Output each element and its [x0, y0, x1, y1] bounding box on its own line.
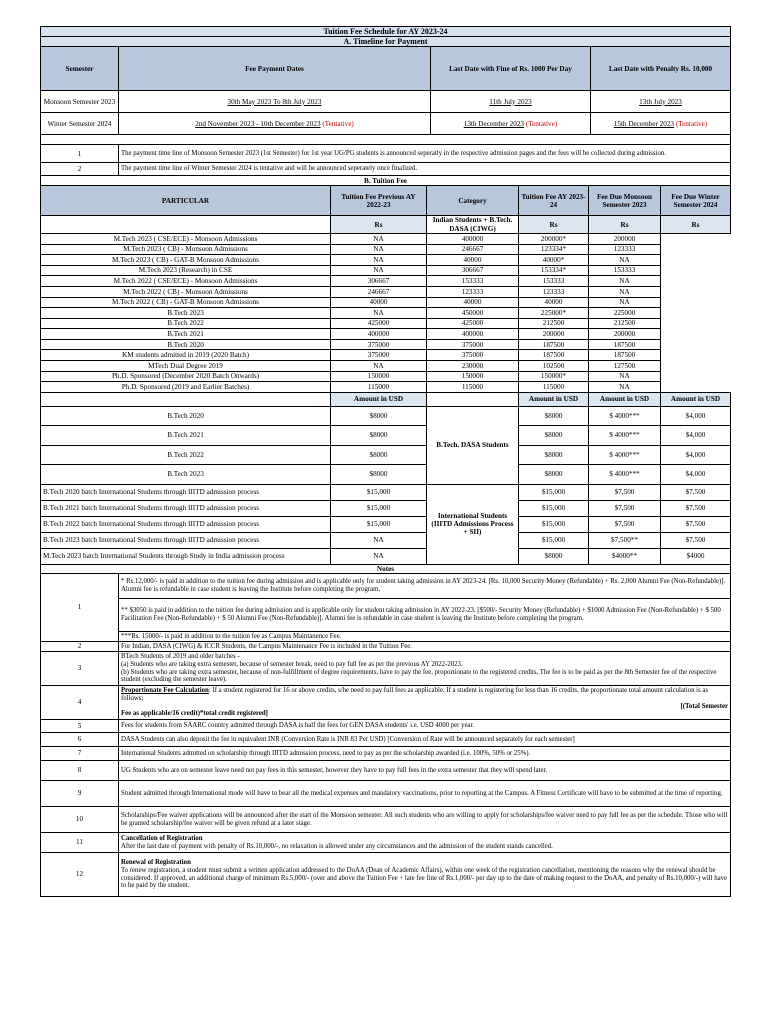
- particular-cell: B.Tech 2020: [41, 339, 331, 350]
- fee-monsoon-cell: $7,500**: [589, 532, 661, 548]
- note-number: 1: [41, 574, 119, 642]
- prev-fee-cell: 400000: [331, 329, 427, 340]
- header-category: Category: [427, 186, 519, 216]
- fee-row: [41, 276, 731, 287]
- timeline-note-text: The payment time line of Winter Semester 2024 is tentative and will be announced seperately once finalized.: [119, 163, 731, 176]
- note-number: 7: [41, 747, 119, 761]
- section-b-title: B. Tuition Fee: [41, 176, 731, 186]
- note-number: 6: [41, 733, 119, 747]
- fee-winter-cell: $4,000: [661, 426, 731, 446]
- fee-winter-cell: NA: [589, 255, 661, 266]
- fee-winter-cell: $7,500: [661, 484, 731, 500]
- note-text: Student admitted through International mode will have to bear all the medical expenses and mandatory vaccinations, prior to reporting at the Campus. A Fitness Certificate will have to be submitted at the time of reporting.: [119, 781, 731, 807]
- note-number: 4: [41, 686, 119, 720]
- fee-2023-24-cell: $15,000: [519, 484, 589, 500]
- fee-row: [41, 532, 731, 548]
- timeline-note-number: 1: [41, 145, 119, 163]
- fee-winter-cell: 212500: [589, 318, 661, 329]
- note-text: * Rs.12,000/- is paid in addition to the tuition fee during admission and is applicable only for student taking admission in AY 2023-24. [Rs. 10,000 Security Money (Refundable) + Rs. 2,000 Alumni Fee (Non-Refundable)]. Alumni fee is refundable in case student is leaving the Institute before completing the program.: [119, 574, 731, 599]
- fee-row: [41, 233, 731, 244]
- fee-monsoon-cell: $7,500: [589, 484, 661, 500]
- particular-cell: B.Tech 2021: [41, 329, 331, 340]
- particular-cell: MTech Dual Degree 2019: [41, 361, 331, 372]
- fee-winter-cell: $4,000: [661, 406, 731, 426]
- currency-label: Rs: [331, 216, 427, 234]
- particular-cell: M.Tech 2023 ( CB) - GAT-B Monsoon Admissions: [41, 255, 331, 266]
- prev-fee-cell: NA: [331, 265, 427, 276]
- prev-fee-cell: $8000: [331, 445, 427, 465]
- note-number: 12: [41, 853, 119, 897]
- note-line: BTech Students of 2019 and older batches -: [121, 653, 240, 660]
- payment-dates-text: 30th May 2023 To 8th July 2023: [227, 97, 322, 106]
- fee-winter-cell: 123333: [589, 244, 661, 255]
- fee-winter-cell: $4000: [661, 548, 731, 564]
- note-text: [119, 652, 731, 686]
- fee-monsoon-cell: $7,500: [589, 516, 661, 532]
- fee-monsoon-cell: 150000*: [519, 371, 589, 382]
- prev-fee-cell: NA: [331, 233, 427, 244]
- fee-winter-cell: NA: [589, 286, 661, 297]
- prev-fee-cell: $8000: [331, 426, 427, 446]
- penalty-date-text: 13th July 2023: [639, 97, 682, 106]
- tentative-tag: (Tentative): [322, 119, 354, 128]
- prev-fee-cell: 246667: [331, 286, 427, 297]
- fee-2023-24-cell: 400000: [427, 329, 519, 340]
- fee-monsoon-cell: 40000: [519, 297, 589, 308]
- fee-2023-24-cell: 306667: [427, 265, 519, 276]
- header-fee-payment-dates: Fee Payment Dates: [119, 47, 431, 91]
- fee-row: [41, 318, 731, 329]
- fee-winter-cell: 200000: [589, 329, 661, 340]
- fee-2023-24-cell: $8000: [519, 465, 589, 485]
- fee-2023-24-cell: 230000: [427, 361, 519, 372]
- fee-winter-cell: $7,500: [661, 516, 731, 532]
- note-text: [119, 853, 731, 897]
- header-fee-winter: Fee Due Winter Semester 2024: [661, 186, 731, 216]
- fee-2023-24-cell: 375000: [427, 339, 519, 350]
- currency-label: Amount in USD: [331, 392, 427, 406]
- prev-fee-cell: 375000: [331, 350, 427, 361]
- fee-monsoon-cell: 200000: [519, 329, 589, 340]
- prev-fee-cell: 40000: [331, 297, 427, 308]
- note-label: Renewal of Registration: [121, 859, 191, 866]
- fee-row: [41, 500, 731, 516]
- prev-fee-cell: 306667: [331, 276, 427, 287]
- particular-cell: B.Tech 2022: [41, 318, 331, 329]
- dasa-fee-rows: [41, 406, 731, 484]
- blank-cell: [41, 392, 331, 406]
- particular-cell: B.Tech 2023: [41, 465, 331, 485]
- header-semester: Semester: [41, 47, 119, 91]
- particular-cell: B.Tech 2021: [41, 426, 331, 446]
- indian-fee-rows: [41, 233, 731, 392]
- fee-row: [41, 548, 731, 564]
- header-last-date-penalty: Last Date with Penalty Rs. 10,000: [591, 47, 731, 91]
- spacer-row: [41, 135, 731, 145]
- note-number: 2: [41, 642, 119, 652]
- dasa-category: B.Tech. DASA Students: [427, 406, 519, 484]
- note-number: 9: [41, 781, 119, 807]
- fee-row: [41, 350, 731, 361]
- particular-cell: B.Tech 2022: [41, 445, 331, 465]
- fee-2023-24-cell: 40000: [427, 255, 519, 266]
- fee-2023-24-cell: $8000: [519, 406, 589, 426]
- fee-2023-24-cell: 425000: [427, 318, 519, 329]
- fee-monsoon-cell: $ 4000***: [589, 406, 661, 426]
- note-text: Scholarships/Fee waiver applications will be announced after the start of the Monsoon semester. All such students who are willing to apply for scholarships/fee waiver need to pay full fee as per the schedule. Those who will be granted scholarship/fee waiver will be given refund at a later stage.: [119, 807, 731, 833]
- fee-winter-cell: 187500: [589, 350, 661, 361]
- fee-monsoon-cell: 187500: [519, 339, 589, 350]
- header-prev-fee: Tuition Fee Previous AY 2022-23: [331, 186, 427, 216]
- fee-2023-24-cell: $8000: [519, 426, 589, 446]
- fee-row: [41, 286, 731, 297]
- note-label: Proportionate Fee Calculation: [121, 687, 209, 694]
- particular-cell: B.Tech 2023 batch International Students through IIITD admission process: [41, 532, 331, 548]
- note-text: UG Students who are on semester leave need not pay fees in this semester, however they have to pay full fees in the extra semester that they will spend later.: [119, 761, 731, 781]
- fee-2023-24-cell: 246667: [427, 244, 519, 255]
- prev-fee-cell: 115000: [331, 382, 427, 393]
- penalty-date: [591, 91, 731, 113]
- header-last-date-fine: Last Date with Fine of Rs. 1000 Per Day: [431, 47, 591, 91]
- particular-cell: M.Tech 2022 ( CSE/ECE) - Monsoon Admissions: [41, 276, 331, 287]
- fee-monsoon-cell: $4000**: [589, 548, 661, 564]
- fee-winter-cell: NA: [589, 276, 661, 287]
- note-label: Cancellation of Registration: [121, 834, 203, 842]
- fee-monsoon-cell: 115000: [519, 382, 589, 393]
- fee-winter-cell: $7,500: [661, 500, 731, 516]
- fee-row: [41, 308, 731, 319]
- fee-monsoon-cell: $ 4000***: [589, 465, 661, 485]
- timeline-note-text: The payment time line of Monsoon Semester 2023 (1st Semester) for 1st year UG/PG students is announced seperatly in the respective admission pages and the fees will be collected during admission.: [119, 145, 731, 163]
- fee-row: [41, 426, 731, 446]
- note-formula: Fee as applicable/16 credit)*total credit registered]: [121, 710, 268, 718]
- semester-name: Winter Semester 2024: [41, 113, 119, 135]
- fee-2023-24-cell: 40000: [427, 297, 519, 308]
- fee-row: [41, 361, 731, 372]
- note-number: 8: [41, 761, 119, 781]
- prev-fee-cell: NA: [331, 244, 427, 255]
- timeline-note-number: 2: [41, 163, 119, 176]
- fee-winter-cell: 225000: [589, 308, 661, 319]
- penalty-date-text: 15th December 2023: [613, 119, 675, 128]
- prev-fee-cell: 150000: [331, 371, 427, 382]
- particular-cell: KM students admitted in 2019 (2020 Batch): [41, 350, 331, 361]
- international-fee-rows: [41, 484, 731, 564]
- fee-row: [41, 255, 731, 266]
- fee-winter-cell: 153333: [589, 265, 661, 276]
- particular-cell: B.Tech 2022 batch International Students through IIITD admission process: [41, 516, 331, 532]
- note-line: (b) Students who are taking extra semester, because of non-fulfillment of degree requirements, have to pay the fee, proportionate to the registered credits, The fee is to be paid as per the 8th Semester fee of the respective student (excluding the semester leave).: [121, 668, 717, 684]
- fee-2023-24-cell: $8000: [519, 445, 589, 465]
- penalty-date: [591, 113, 731, 135]
- fee-row: [41, 371, 731, 382]
- fee-row: [41, 445, 731, 465]
- note-number: 10: [41, 807, 119, 833]
- fee-monsoon-cell: 225000*: [519, 308, 589, 319]
- note-line: (a) Students who are taking extra semester, because of semester break, need to pay full fee as per the previous AY 2022-2023.: [121, 660, 463, 668]
- payment-dates: [119, 91, 431, 113]
- indian-category: Indian Students + B.Tech. DASA (CIWG): [427, 216, 519, 234]
- note-number: 3: [41, 652, 119, 686]
- fee-monsoon-cell: $7,500: [589, 500, 661, 516]
- fine-date: [431, 113, 591, 135]
- fee-monsoon-cell: 123333: [519, 286, 589, 297]
- international-category: International Students (IIITD Admissions Process + SII): [427, 484, 519, 564]
- payment-dates: [119, 113, 431, 135]
- fee-2023-24-cell: 400000: [427, 233, 519, 244]
- prev-fee-cell: NA: [331, 548, 427, 564]
- fee-2023-24-cell: 153333: [427, 276, 519, 287]
- fee-2023-24-cell: 115000: [427, 382, 519, 393]
- fine-date-text: 11th July 2023: [489, 97, 532, 106]
- header-particular: PARTICULAR: [41, 186, 331, 216]
- note-number: 11: [41, 833, 119, 853]
- note-text: [119, 833, 731, 853]
- prev-fee-cell: $15,000: [331, 500, 427, 516]
- particular-cell: B.Tech 2021 batch International Students through IIITD admission process: [41, 500, 331, 516]
- fee-row: [41, 339, 731, 350]
- note-line: To renew registration, a student must submit a written application addressed to the DoAA (Dean of Academic Affairs), within one week of the registration cancellation, mentioning the reasons why the renewal should be considered. If approved, an additional charge of minimum Rs.5,000/- (over and above the Tuition Fee + late fee fine of Rs.1,000/- per day up to the date of making request to the DoAA, and penalty of Rs.10,000/-) will have to be paid by the student.: [121, 866, 728, 890]
- fee-row: [41, 265, 731, 276]
- note-text: Fees for students from SAARC country admitted through DASA is half the fees for GEN DASA students' i.e. USD 4000 per year.: [119, 720, 731, 733]
- fee-winter-cell: 187500: [589, 339, 661, 350]
- fee-2023-24-cell: $15,000: [519, 500, 589, 516]
- fee-2023-24-cell: $8000: [519, 548, 589, 564]
- prev-fee-cell: NA: [331, 255, 427, 266]
- currency-label: Amount in USD: [519, 392, 589, 406]
- fee-row: [41, 382, 731, 393]
- prev-fee-cell: NA: [331, 361, 427, 372]
- notes-table: [40, 564, 731, 897]
- fee-winter-cell: $7,500: [661, 532, 731, 548]
- fee-row: [41, 244, 731, 255]
- fee-2023-24-cell: 123333: [427, 286, 519, 297]
- fee-monsoon-cell: $ 4000***: [589, 426, 661, 446]
- note-text: International Students admitted on scholarship through IIITD admission process, need to pay as per the scholarship awarded (i.e. 100%, 50% or 25%).: [119, 747, 731, 761]
- note-number: 5: [41, 720, 119, 733]
- particular-cell: M.Tech 2022 ( CB) - GAT-B Monsoon Admissions: [41, 297, 331, 308]
- fee-monsoon-cell: 212500: [519, 318, 589, 329]
- particular-cell: Ph.D. Sponsored (2019 and Earlier Batches): [41, 382, 331, 393]
- semester-name: Monsoon Semester 2023: [41, 91, 119, 113]
- prev-fee-cell: $15,000: [331, 484, 427, 500]
- fee-winter-cell: NA: [589, 297, 661, 308]
- currency-label: Rs: [589, 216, 661, 234]
- currency-label: Rs: [519, 216, 589, 234]
- prev-fee-cell: $8000: [331, 465, 427, 485]
- note-text: For Indian, DASA (CIWG) & ICCR Students, the Campus Maintenance Fee is included in the Tuition Fee.: [119, 642, 731, 652]
- fee-schedule-sheet: [40, 26, 730, 897]
- particular-cell: M.Tech 2023 (Research) in CSE: [41, 265, 331, 276]
- fee-winter-cell: NA: [589, 382, 661, 393]
- particular-cell: M.Tech 2023 ( CB) - Monsoon Admissions: [41, 244, 331, 255]
- fee-monsoon-cell: 153333: [519, 276, 589, 287]
- note-line: : If a student registered for 16 or above credits, s/he need to pay full fees as applicable. If a student is registering for less than 16 credits, the proportionate total amount calculation is as follows;: [121, 687, 709, 702]
- tentative-tag: (Tentative): [525, 119, 558, 128]
- particular-cell: B.Tech 2023: [41, 308, 331, 319]
- tuition-fee-table: [40, 185, 731, 564]
- prev-fee-cell: NA: [331, 308, 427, 319]
- note-formula: [(Total Semester: [680, 702, 729, 710]
- header-fee-monsoon: Fee Due Monsoon Semester 2023: [589, 186, 661, 216]
- fee-row: [41, 329, 731, 340]
- fee-monsoon-cell: 102500: [519, 361, 589, 372]
- fee-winter-cell: 200000: [589, 233, 661, 244]
- fee-monsoon-cell: 40000*: [519, 255, 589, 266]
- fee-row: [41, 516, 731, 532]
- fee-row: [41, 484, 731, 500]
- fee-row: [41, 465, 731, 485]
- particular-cell: B.Tech 2020: [41, 406, 331, 426]
- note-text: ** $3050 is paid in addition to the tuition fee during admission and is applicable only for student taking admission in AY 2022-23. [$500/- Security Money (Refundable) + $1000 Admission Fee (Non-Refundable) + $ 500 Facilitation Fee (Non-Refundable) + $ 50 Alumni Fee (Non-Refundable)]. Alumni fee is refundable in case student is leaving the Institute before completing the program.: [119, 599, 731, 632]
- payment-dates-text: 2nd November 2023 - 10th December 2023: [195, 119, 321, 128]
- fee-monsoon-cell: 153334*: [519, 265, 589, 276]
- fee-2023-24-cell: 375000: [427, 350, 519, 361]
- prev-fee-cell: $15,000: [331, 516, 427, 532]
- fee-monsoon-cell: 187500: [519, 350, 589, 361]
- section-a-title: A. Timeline for Payment: [41, 37, 731, 47]
- timeline-table: [40, 26, 731, 186]
- blank-cell: [427, 392, 519, 406]
- currency-label: Amount in USD: [589, 392, 661, 406]
- prev-fee-cell: 375000: [331, 339, 427, 350]
- fee-winter-cell: $4,000: [661, 445, 731, 465]
- note-line: After the last date of payment with penalty of Rs.10,000/-, no relaxation is allowed under any circumstances and the admission of the student stands cancelled.: [121, 842, 553, 850]
- prev-fee-cell: NA: [331, 532, 427, 548]
- currency-label: Amount in USD: [661, 392, 731, 406]
- particular-cell: M.Tech 2023 ( CSE/ECE) - Monsoon Admissions: [41, 233, 331, 244]
- blank-cell: [41, 216, 331, 234]
- fee-2023-24-cell: 150000: [427, 371, 519, 382]
- fee-winter-cell: $4,000: [661, 465, 731, 485]
- fee-2023-24-cell: $15,000: [519, 516, 589, 532]
- header-fee-2023-24: Tuition Fee AY 2023-24: [519, 186, 589, 216]
- fee-monsoon-cell: 200000*: [519, 233, 589, 244]
- notes-title: Notes: [41, 564, 731, 573]
- note-text: DASA Students can also deposit the fee in equivalent INR (Conversion Rate is INR 83 Per USD) [Conversion of Rate will be announced separately for each semester]: [119, 733, 731, 747]
- fine-date: [431, 91, 591, 113]
- fee-monsoon-cell: $ 4000***: [589, 445, 661, 465]
- prev-fee-cell: 425000: [331, 318, 427, 329]
- document-title: Tuition Fee Schedule for AY 2023-24: [41, 27, 731, 37]
- note-text: [119, 686, 731, 720]
- note-text: ***Rs. 15000/- is paid in addition to the tuition fee as Campus Maintanence Fee.: [119, 632, 731, 642]
- fee-row: [41, 297, 731, 308]
- prev-fee-cell: $8000: [331, 406, 427, 426]
- particular-cell: M.Tech 2022 ( CB) - Monsoon Admissions: [41, 286, 331, 297]
- fee-2023-24-cell: 450000: [427, 308, 519, 319]
- particular-cell: M.Tech 2023 batch International Students through Study in India admission process: [41, 548, 331, 564]
- particular-cell: B.Tech 2020 batch International Students through IIITD admission process: [41, 484, 331, 500]
- fee-row: [41, 406, 731, 426]
- tentative-tag: (Tentative): [675, 119, 708, 128]
- fee-2023-24-cell: $15,000: [519, 532, 589, 548]
- particular-cell: Ph.D. Sponsored (December 2020 Batch Onwards): [41, 371, 331, 382]
- fine-date-text: 13th December 2023: [463, 119, 525, 128]
- currency-label: Rs: [661, 216, 731, 234]
- fee-monsoon-cell: 123334*: [519, 244, 589, 255]
- fee-winter-cell: 127500: [589, 361, 661, 372]
- fee-winter-cell: NA: [589, 371, 661, 382]
